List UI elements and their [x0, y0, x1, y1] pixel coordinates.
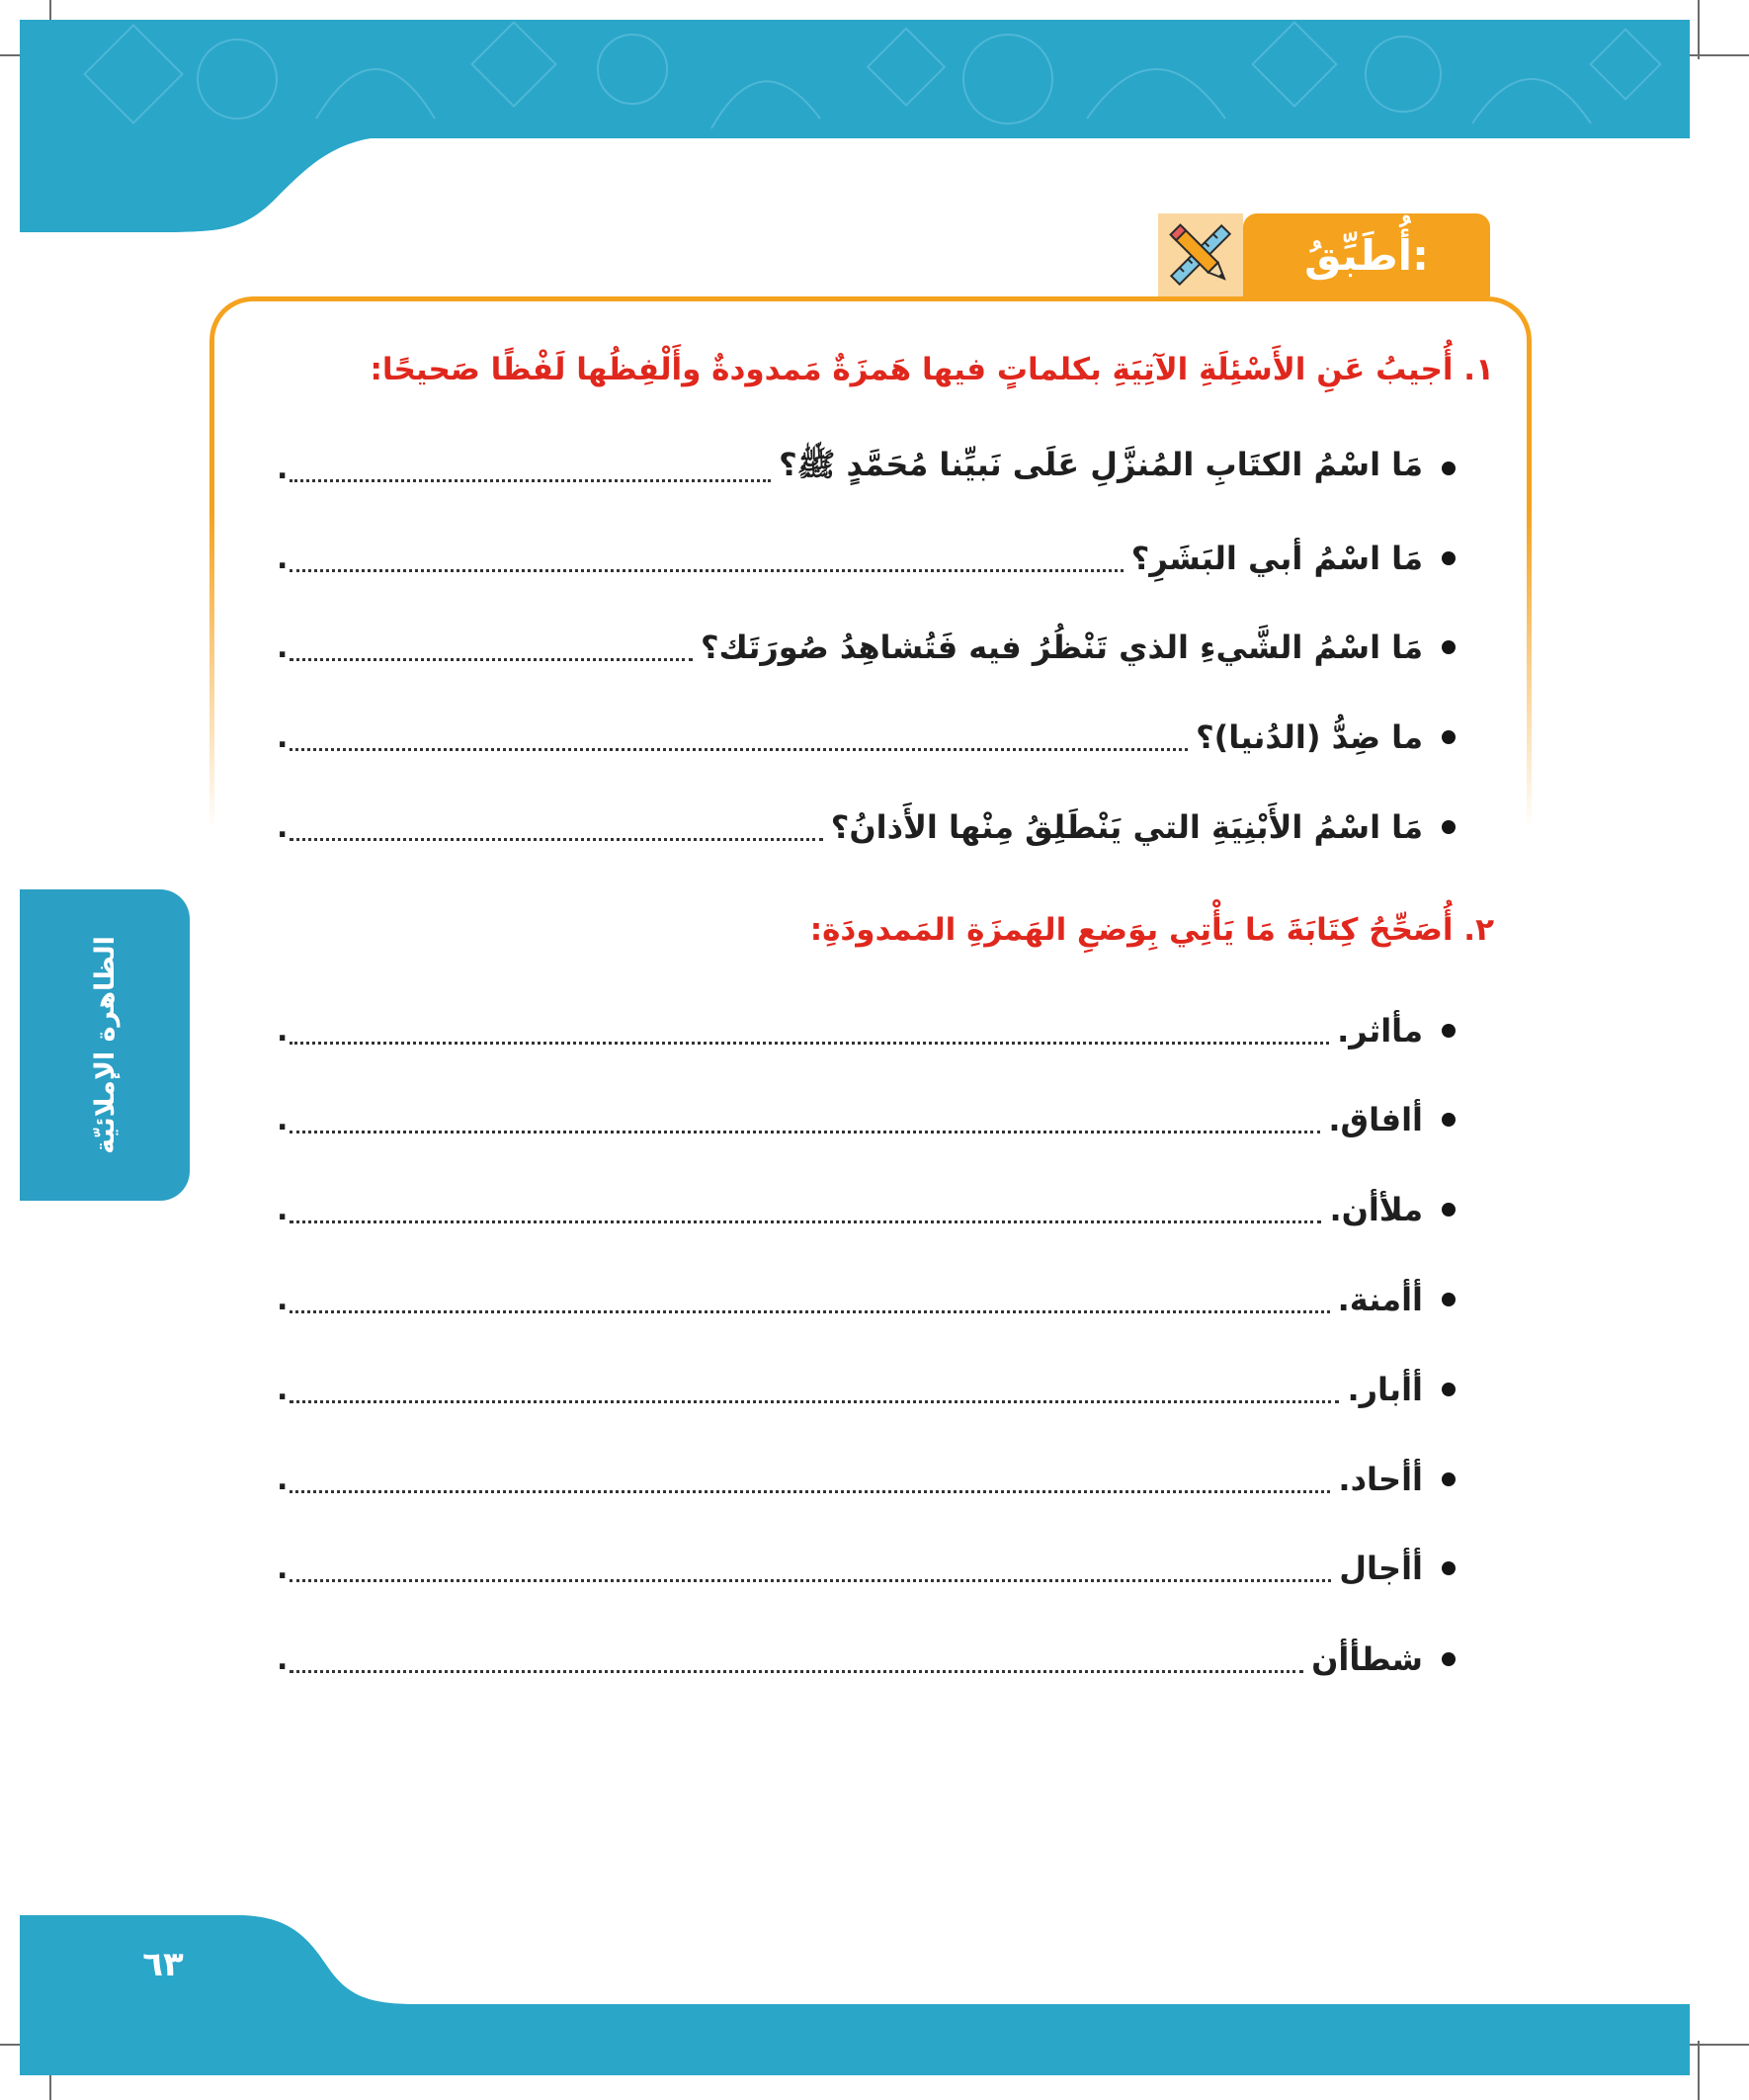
crop-mark — [1698, 0, 1700, 59]
bullet — [1442, 1203, 1456, 1217]
word-row[interactable] — [277, 1185, 1423, 1234]
question-text: ما ضِدُّ (الدُنيا)؟ — [1196, 718, 1423, 756]
word-row[interactable] — [277, 1095, 1423, 1144]
answer-line[interactable] — [290, 1281, 1329, 1313]
line-end: . — [277, 1013, 289, 1049]
footer-band — [20, 1915, 1690, 2075]
question-row[interactable] — [277, 623, 1423, 672]
answer-line[interactable] — [290, 808, 822, 841]
word-row[interactable] — [277, 1544, 1423, 1593]
word-text: أافاق. — [1328, 1101, 1423, 1138]
bullet — [1442, 1561, 1456, 1575]
question-row[interactable] — [277, 534, 1423, 583]
answer-line[interactable] — [290, 1101, 1320, 1134]
answer-line[interactable] — [290, 1012, 1329, 1045]
question-row[interactable] — [277, 444, 1423, 493]
line-end: . — [277, 630, 289, 665]
line-end: . — [277, 1551, 289, 1586]
crop-mark — [1698, 2041, 1700, 2100]
word-row[interactable] — [277, 1365, 1423, 1414]
question-text: مَا اسْمُ الشَّيءِ الذي تَنْظُرُ فيه فَتُشاهِدُ صُورَتَك؟ — [700, 629, 1423, 666]
word-text: أأبار. — [1347, 1371, 1423, 1408]
exercise1-instruction: ١. أُجيبُ عَنِ الأَسْئِلَةِ الآتِيَةِ بكلماتٍ فيها هَمزَةٌ مَمدودةٌ وأَلْفِظُها لَفْظًا صَحيحًا: — [370, 352, 1494, 387]
answer-line[interactable] — [290, 1191, 1321, 1223]
line-end: . — [277, 1282, 289, 1317]
bullet — [1442, 820, 1456, 834]
side-tab-label: الظاهرة الإملائيّة — [89, 936, 121, 1154]
question-text: مَا اسْمُ الأَبْنِيَةِ التي يَنْطَلِقُ مِنْها الأَذانُ؟ — [830, 808, 1423, 846]
bullet — [1442, 1024, 1456, 1038]
line-end: . — [277, 1192, 289, 1227]
answer-line[interactable] — [290, 1550, 1331, 1582]
practice-title: أُطَبِّقُ: — [1304, 230, 1429, 280]
word-text: ملأأن. — [1329, 1191, 1423, 1228]
bullet — [1442, 462, 1456, 475]
answer-line[interactable] — [290, 718, 1188, 751]
word-text: شطأأن — [1311, 1640, 1423, 1678]
line-end: . — [277, 541, 289, 576]
word-text: أأمنة. — [1337, 1281, 1423, 1318]
page-number: ٦٣ — [142, 1945, 184, 1984]
bullet — [1442, 551, 1456, 565]
answer-line[interactable] — [290, 450, 771, 482]
exercise2-instruction: ٢. أُصَحِّحُ كِتَابَةَ مَا يَأْتِي بِوَضعِ الهَمزَةِ المَمدودَةِ: — [809, 912, 1494, 948]
word-text: مأاثر. — [1337, 1012, 1423, 1050]
line-end: . — [277, 1372, 289, 1407]
question-row[interactable] — [277, 713, 1423, 762]
question-text: مَا اسْمُ أبي البَشَرِ؟ — [1130, 540, 1423, 577]
bullet — [1442, 1652, 1456, 1666]
word-text: أأجال — [1339, 1550, 1423, 1587]
question-text: مَا اسْمُ الكتَابِ المُنزَّلِ عَلَى نَبيِّنا مُحَمَّدٍ ﷺ؟ — [779, 446, 1423, 483]
bullet — [1442, 1293, 1456, 1306]
pencil-ruler-icon — [1158, 217, 1243, 293]
line-end: . — [277, 1102, 289, 1137]
line-end: . — [277, 451, 289, 486]
answer-line[interactable] — [290, 1640, 1303, 1673]
answer-line[interactable] — [290, 1461, 1330, 1493]
word-row[interactable] — [277, 1455, 1423, 1504]
word-row[interactable] — [277, 1275, 1423, 1324]
word-row[interactable] — [277, 1635, 1423, 1684]
bullet — [1442, 640, 1456, 654]
practice-header — [1243, 213, 1490, 296]
bullet — [1442, 730, 1456, 744]
word-row[interactable] — [277, 1006, 1423, 1055]
question-row[interactable] — [277, 802, 1423, 852]
bullet — [1442, 1383, 1456, 1396]
bullet — [1442, 1113, 1456, 1127]
answer-line[interactable] — [290, 540, 1123, 572]
answer-line[interactable] — [290, 629, 693, 661]
line-end: . — [277, 719, 289, 755]
bullet — [1442, 1472, 1456, 1486]
word-text: أأحاد. — [1338, 1461, 1423, 1498]
line-end: . — [277, 1641, 289, 1677]
answer-line[interactable] — [290, 1371, 1339, 1403]
line-end: . — [277, 809, 289, 845]
line-end: . — [277, 1462, 289, 1497]
side-tab — [20, 889, 190, 1201]
